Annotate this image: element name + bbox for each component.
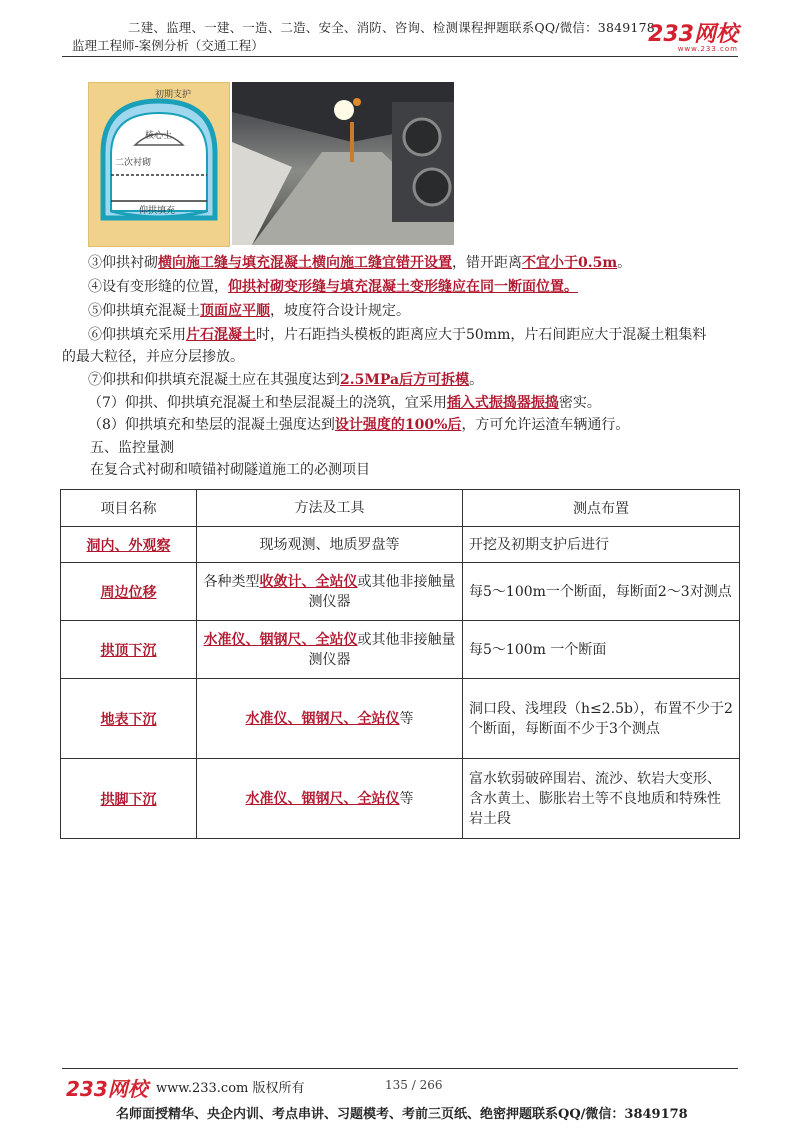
text: ④设有变形缝的位置， <box>88 279 228 295</box>
highlight: 仰拱衬砌变形缝与填充混凝土变形缝应在同一断面位置。 <box>228 279 578 295</box>
label-initial-support: 初期支护 <box>155 90 192 100</box>
table-row <box>61 621 740 679</box>
text: 五、监控量测 <box>90 440 174 456</box>
method-text: 现场观测、地质罗盘等 <box>259 536 400 553</box>
paragraph-6 <box>88 328 706 342</box>
text: ③仰拱衬砌 <box>88 255 158 271</box>
method-text: 各种类型 <box>203 573 260 590</box>
text: 在复合式衬砌和喷锚衬砌隧道施工的必测项目 <box>90 462 370 478</box>
paragraph-item-8 <box>88 418 629 432</box>
footer-copyright: www.233.com 版权所有 <box>156 1081 305 1096</box>
paragraph-7 <box>88 373 483 387</box>
text: 。 <box>617 255 632 271</box>
highlight: 横向施工缝与填充混凝土横向施工缝宜错开设置 <box>158 255 452 271</box>
footer-brand-logo: 233网校 <box>66 1077 148 1101</box>
method-highlight: 收敛计、全站仪 <box>259 573 358 590</box>
highlight: 片石混凝土 <box>186 327 256 343</box>
label-core-soil: 核心土 <box>145 131 173 141</box>
brand-logo <box>648 24 738 53</box>
item-name: 拱顶下沉 <box>100 642 157 659</box>
paragraph-6-cont <box>62 350 244 364</box>
text: （7）仰拱、仰拱填充混凝土和垫层混凝土的浇筑，宜采用 <box>88 395 447 411</box>
item-name-cell <box>61 563 197 621</box>
table-row <box>61 759 740 839</box>
label-invert-fill: 仰拱填充 <box>139 206 176 216</box>
text: （8）仰拱填充和垫层的混凝土强度达到 <box>88 417 335 433</box>
paragraph-3 <box>88 256 631 270</box>
tunnel-cross-section-diagram <box>88 82 230 247</box>
footer-promo-line: 名师面授精华、央企内训、考点串讲、习题模考、考前三页纸、绝密押题联系QQ/微信：3849178 <box>116 1107 688 1122</box>
invert-construction-photo <box>232 82 454 245</box>
table-row <box>61 527 740 563</box>
highlight: 顶面应平顺 <box>200 303 270 319</box>
highlight: 2.5MPa后方可拆模 <box>340 372 470 388</box>
item-name: 地表下沉 <box>100 711 157 728</box>
points-cell: 开挖及初期支护后进行 <box>463 527 740 563</box>
header-promo-line: 二建、监理、一建、一造、二造、安全、消防、咨询、检测课程押题联系QQ/微信：3849178 <box>128 20 655 35</box>
footer-divider <box>62 1068 738 1069</box>
item-name: 拱脚下沉 <box>100 791 157 808</box>
method-highlight: 水准仪、铟钢尺、全站仪 <box>245 710 400 727</box>
page-number: 135 / 266 <box>385 1078 443 1092</box>
method-highlight: 水准仪、铟钢尺、全站仪 <box>203 631 358 648</box>
text: 。 <box>469 372 484 388</box>
table-row <box>61 679 740 759</box>
brand-logo-text: 233网校 <box>648 22 738 47</box>
document-subtitle: 监理工程师-案例分析（交通工程） <box>72 38 264 53</box>
method-text: 等 <box>399 710 414 727</box>
method-cell <box>197 759 463 839</box>
text: 的最大粒径，并应分层掺放。 <box>62 349 244 365</box>
label-secondary-lining: 二次衬砌 <box>115 158 152 168</box>
method-cell <box>197 527 463 563</box>
method-text: 等 <box>399 790 414 807</box>
method-highlight: 水准仪、铟钢尺、全站仪 <box>245 790 400 807</box>
points-cell: 每5～100m 一个断面 <box>463 621 740 679</box>
highlight: 插入式振捣器振捣 <box>446 395 559 411</box>
tunnel-diagram-svg <box>89 83 229 246</box>
item-name-cell <box>61 527 197 563</box>
table-header-row <box>61 490 740 527</box>
text: 密实。 <box>558 395 601 411</box>
highlight: 设计强度的100%后 <box>334 417 462 433</box>
column-header: 测点布置 <box>463 490 740 527</box>
construction-photo-svg <box>232 82 454 245</box>
points-cell: 每5～100m一个断面，每断面2～3对测点 <box>463 563 740 621</box>
text: ⑤仰拱填充混凝土 <box>88 303 200 319</box>
text: ⑥仰拱填充采用 <box>88 327 186 343</box>
text: ，坡度符合设计规定。 <box>270 303 410 319</box>
points-cell: 富水软弱破碎围岩、流沙、软岩大变形、含水黄土、膨胀岩土等不良地质和特殊性岩土段 <box>463 759 740 839</box>
table-caption <box>90 463 370 477</box>
section-heading <box>90 441 174 455</box>
method-cell <box>197 563 463 621</box>
points-cell: 洞口段、浅埋段（h≤2.5b），布置不少于2个断面，每断面不少于3个测点 <box>463 679 740 759</box>
method-cell <box>197 621 463 679</box>
text: ⑦仰拱和仰拱填充混凝土应在其强度达到 <box>88 372 340 388</box>
header-divider <box>62 56 738 57</box>
paragraph-item-7 <box>88 396 601 410</box>
text: ，方可允许运渣车辆通行。 <box>461 417 630 433</box>
paragraph-4 <box>88 280 578 294</box>
monitoring-items-table <box>60 489 740 839</box>
item-name-cell <box>61 621 197 679</box>
table-row <box>61 563 740 621</box>
brand-logo-url: www.233.com <box>677 45 738 53</box>
method-text: 或其他非接触量测仪器 <box>308 573 456 610</box>
column-header: 方法及工具 <box>197 490 463 527</box>
highlight: 不宜小于0.5m <box>522 255 618 271</box>
method-text: 或其他非接触量测仪器 <box>308 631 456 668</box>
column-header: 项目名称 <box>61 490 197 527</box>
item-name: 周边位移 <box>100 584 157 601</box>
text: 时，片石距挡头模板的距离应大于50mm，片石间距应大于混凝土粗集料 <box>256 327 707 343</box>
item-name-cell <box>61 759 197 839</box>
item-name-cell <box>61 679 197 759</box>
method-cell <box>197 679 463 759</box>
text: ，错开距离 <box>452 255 522 271</box>
paragraph-5 <box>88 304 410 318</box>
item-name: 洞内、外观察 <box>86 537 171 554</box>
